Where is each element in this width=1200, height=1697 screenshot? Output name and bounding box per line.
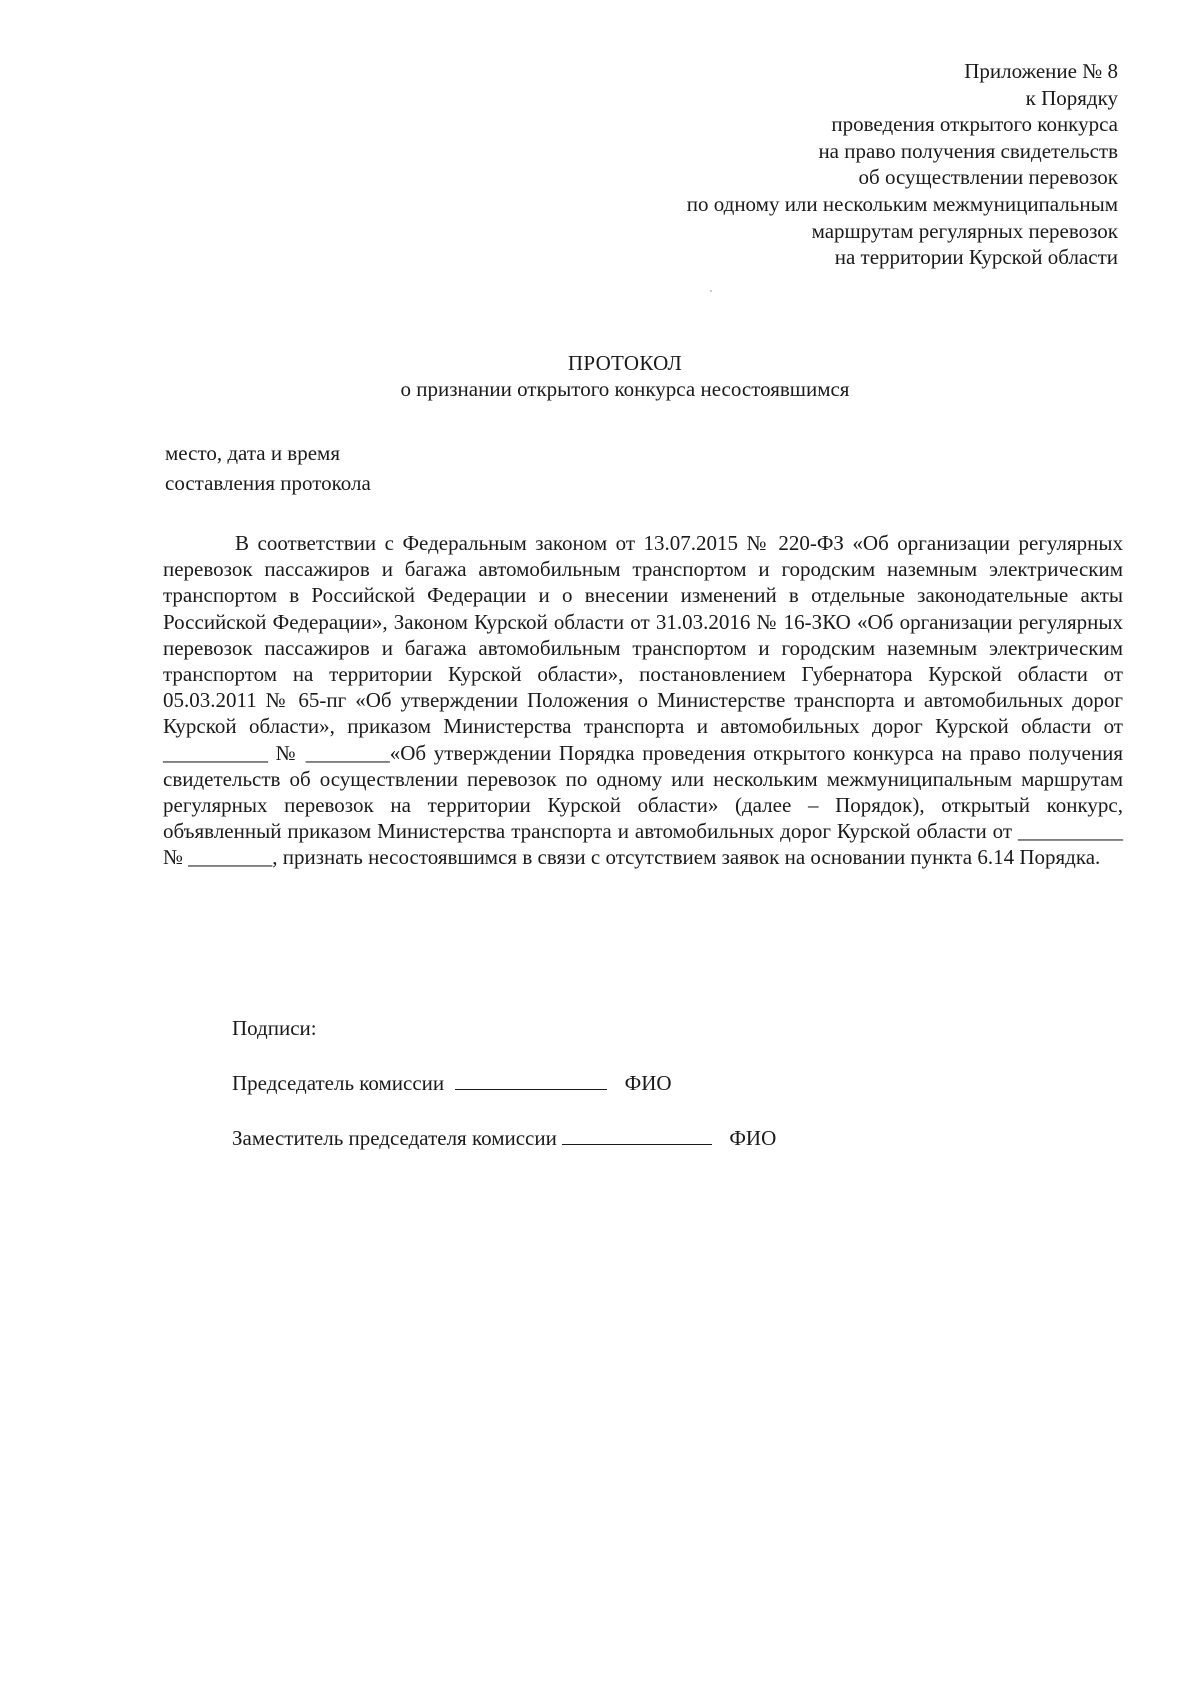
deputy-signature-row — [232, 1125, 776, 1151]
chairman-fio: ФИО — [624, 1071, 672, 1095]
appendix-line: Приложение № 8 — [964, 59, 1118, 83]
appendix-line: к Порядку — [1025, 85, 1118, 110]
chairman-signature-line — [455, 1071, 607, 1090]
deputy-fio: ФИО — [729, 1126, 777, 1150]
signatures-heading — [232, 1015, 317, 1041]
chairman-label: Председатель комиссии — [232, 1071, 445, 1095]
appendix-line: маршрутам регулярных перевозок — [811, 218, 1118, 243]
chairman-signature-row — [232, 1070, 672, 1096]
signatures-heading-text: Подписи: — [232, 1016, 317, 1040]
place-line: составления протокола — [165, 471, 371, 495]
document-subtitle: о признании открытого конкурса несостоявшимся — [400, 377, 850, 401]
place-line: место, дата и время — [165, 441, 340, 465]
deputy-signature-line — [562, 1126, 712, 1145]
appendix-line: проведения открытого конкурса — [831, 112, 1118, 137]
body-paragraph: В соответствии с Федеральным законом от 13.07.2015 № 220-ФЗ «Об организации регулярных перевозок пассажиров и багажа автомобильным транспортом и городским наземным электрическим транспортом в Российской Федерации и о внесении изменений в отдельные законодательные акты Российской Федерации», Законом Курской области от 31.03.2016 № 16-ЗКО «Об организации регулярных перевозок пассажиров и багажа автомобильным транспортом и городским наземным электрическим транспортом на территории Курской области», постановлением Губернатора Курской области от 05.03.2011 № 65-пг «Об утверждении Положения о Министерстве транспорта и автомобильных дорог Курской области», приказом Министерства транспорта и автомобильных дорог Курской области от __________ № ________«Об утверждении Порядка проведения открытого конкурса на право получения свидетельств об осуществлении перевозок по одному или нескольким межмуниципальным маршрутам регулярных перевозок на территории Курской области» (далее – Порядок), открытый конкурс, объявленный приказом Министерства транспорта и автомобильных дорог Курской области от __________ № ________, признать несостоявшимся в связи с отсутствием заявок на основании пункта 6.14 Порядка. — [163, 531, 1123, 870]
document-title: ПРОТОКОЛ — [567, 351, 683, 375]
appendix-line: на территории Курской области — [834, 245, 1118, 270]
appendix-header — [558, 58, 1118, 271]
deputy-label: Заместитель председателя комиссии — [232, 1126, 557, 1150]
scan-speck — [710, 290, 712, 292]
appendix-line: об осуществлении перевозок — [858, 165, 1118, 190]
title-block — [0, 350, 1200, 402]
appendix-line: на право получения свидетельств — [818, 138, 1118, 163]
appendix-line: по одному или нескольким межмуниципальным — [686, 191, 1118, 216]
place-date-block — [165, 438, 371, 498]
